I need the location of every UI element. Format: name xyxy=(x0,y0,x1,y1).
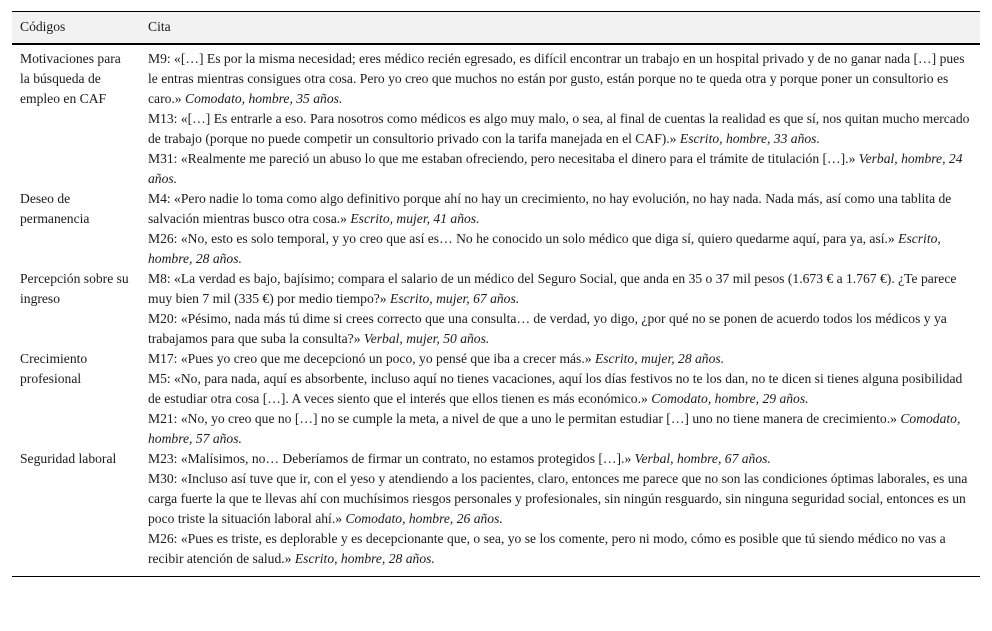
table-row xyxy=(12,189,980,269)
quote-cell xyxy=(140,349,980,449)
quote xyxy=(148,449,972,469)
quotes-table xyxy=(12,11,980,577)
quote-source: Escrito, hombre, 28 años. xyxy=(294,551,435,566)
quote-text: M4: «Pero nadie lo toma como algo definitivo porque ahí no hay un crecimiento, no hay evolución, no hay nada. Nada más, así como una tablita de salvación mientras busco otra cosa.» xyxy=(148,191,952,226)
quote-source: Comodato, hombre, 26 años. xyxy=(345,511,503,526)
code-cell: Seguridad laboral xyxy=(12,449,140,577)
quote-text: M26: «Pues es triste, es deplorable y es decepcionante que, o sea, yo se los comente, pero ni modo, cómo es posible que tú siendo médico no vas a recibir atención de salud.» xyxy=(148,531,946,566)
quote-source: Comodato, hombre, 35 años. xyxy=(185,91,343,106)
quote-source: Verbal, hombre, 24 años. xyxy=(148,151,963,186)
quote-text: M9: «[…] Es por la misma necesidad; eres médico recién egresado, es difícil encontrar un trabajo en un hospital privado y de no ganar nada […] pues le entras mientras consigues otra cosa. Pero yo creo que muchos no están por gusto, están porque no te queda otra y porque poner un consultorio es caro.» xyxy=(148,51,965,106)
quote-text: M5: «No, para nada, aquí es absorbente, incluso aquí no tienes vacaciones, aquí los días festivos no te los dan, no te dicen si tienes alguna posibilidad de estudiar otra cosa […]. A veces siento que el interés que ellos tienen es más económico.» xyxy=(148,371,963,406)
quote-source: Comodato, hombre, 29 años. xyxy=(651,391,809,406)
quote-text: M30: «Incluso así tuve que ir, con el yeso y atendiendo a los pacientes, claro, entonces me parece que no son las condiciones óptimas laborales, es una carga fuerte la que te llevas ahí con muchísimos riesgos personales y profesionales, sin ningún resguardo, sin ninguna seguridad social, entonces es un poco triste la situación laboral ahí.» xyxy=(148,471,968,526)
quote xyxy=(148,529,972,569)
quotes-table-container xyxy=(12,11,980,577)
code-cell: Crecimiento profesional xyxy=(20,351,88,386)
quote-text: M23: «Malísimos, no… Deberíamos de firmar un contrato, no estamos protegidos […].» xyxy=(148,451,632,466)
quote-text: M20: «Pésimo, nada más tú dime si crees correcto que una consulta… de verdad, yo digo, ¿por qué no se ponen de acuerdo todos los médicos y ya trabajamos para que suba la consulta?» xyxy=(148,311,947,346)
quote xyxy=(148,309,972,349)
quote-source: Escrito, hombre, 28 años. xyxy=(148,231,941,266)
quote xyxy=(148,409,972,449)
column-header-quote: Cita xyxy=(140,12,980,45)
quote-text: M8: «La verdad es bajo, bajísimo; compara el salario de un médico del Seguro Social, que anda en 35 o 37 mil pesos (1.673 € a 1.767 €). ¿Te parece muy bien 7 mil (335 €) por medio tiempo?» xyxy=(148,271,957,306)
quote-source: Escrito, mujer, 41 años. xyxy=(350,211,480,226)
quote xyxy=(148,269,972,309)
quote-source: Verbal, mujer, 50 años. xyxy=(363,331,490,346)
quote-source: Comodato, hombre, 57 años. xyxy=(148,411,961,446)
code-cell: Percepción sobre su ingreso xyxy=(20,271,129,306)
code-cell: Motivaciones para la búsqueda de empleo en CAF xyxy=(20,51,121,106)
quote-cell xyxy=(140,269,980,349)
quote-source: Escrito, mujer, 67 años. xyxy=(390,291,520,306)
table-row xyxy=(12,449,980,577)
table-row xyxy=(12,349,980,449)
quote-cell xyxy=(140,44,980,189)
table-header-row xyxy=(12,12,980,45)
code-cell: Deseo de permanencia xyxy=(20,191,90,226)
quote xyxy=(148,109,972,149)
table-row xyxy=(12,44,980,189)
quote-source: Escrito, mujer, 28 años. xyxy=(594,351,725,366)
quote xyxy=(148,49,972,109)
quote-cell xyxy=(140,189,980,269)
quote xyxy=(148,229,972,269)
table-row xyxy=(12,269,980,349)
quote xyxy=(148,349,972,369)
quote-text: M13: «[…] Es entrarle a eso. Para nosotros como médicos es algo muy malo, o sea, al final de cuentas la realidad es que sí, nos quitan mucho mercado de trabajo (porque no puede competir un consultorio privado con la tarifa manejada en el CAF).» xyxy=(148,111,970,146)
quote-text: M17: «Pues yo creo que me decepcionó un poco, yo pensé que iba a crecer más.» xyxy=(148,351,592,366)
quote-source: Escrito, hombre, 33 años. xyxy=(679,131,820,146)
quote xyxy=(148,189,972,229)
quote-text: M31: «Realmente me pareció un abuso lo que me estaban ofreciendo, pero necesitaba el dinero para el trámite de titulación […].» xyxy=(148,151,856,166)
quote-cell xyxy=(140,449,980,577)
column-header-codes: Códigos xyxy=(12,12,140,45)
quote-text: M21: «No, yo creo que no […] no se cumple la meta, a nivel de que a uno le permitan estudiar […] uno no tiene manera de crecimiento.» xyxy=(148,411,897,426)
quote xyxy=(148,469,972,529)
quote xyxy=(148,149,972,189)
quote-source: Verbal, hombre, 67 años. xyxy=(634,451,771,466)
quote xyxy=(148,369,972,409)
quote-text: M26: «No, esto es solo temporal, y yo creo que así es… No he conocido un solo médico que diga sí, quiero quedarme aquí, para ya, así.» xyxy=(148,231,895,246)
